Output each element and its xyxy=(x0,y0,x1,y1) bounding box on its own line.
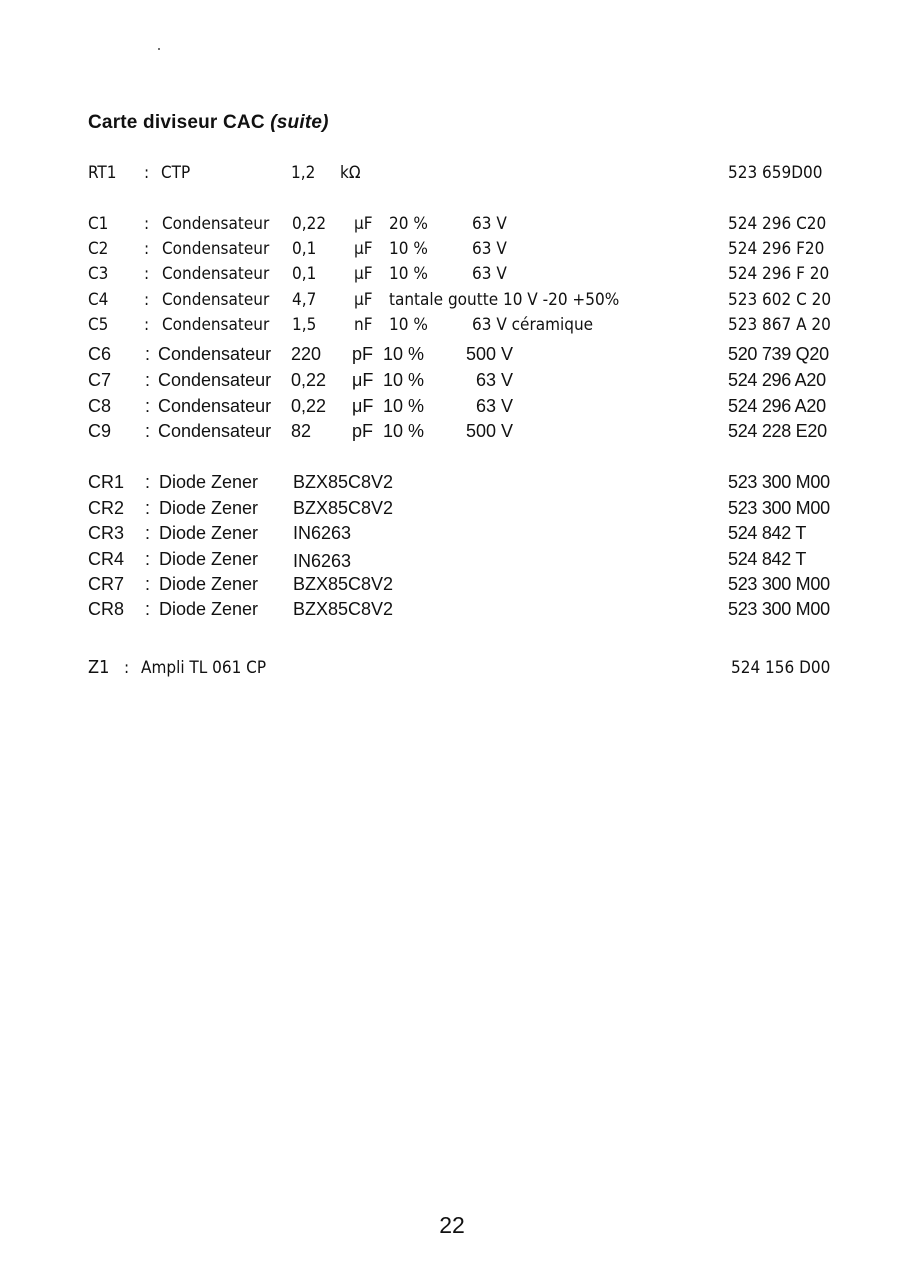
part-ref: C7 xyxy=(88,370,112,390)
part-value: 0,22 xyxy=(292,214,327,234)
part-value: 1,2 xyxy=(291,163,316,183)
part-tolerance: 10 % xyxy=(389,239,428,259)
part-type: Condensateur xyxy=(162,315,270,335)
part-type: Diode Zener xyxy=(159,523,259,543)
part-unit: nF xyxy=(354,315,373,335)
part-type: Diode Zener xyxy=(159,472,259,492)
part-ref: CR2 xyxy=(88,498,125,518)
part-ref: CR1 xyxy=(88,472,125,492)
part-rating: 63 V céramique xyxy=(472,315,594,335)
part-separator: : xyxy=(144,264,150,284)
part-ref: CR8 xyxy=(88,599,125,619)
part-separator: : xyxy=(145,396,151,416)
part-value: 82 xyxy=(291,421,312,441)
part-code: 524 296 A20 xyxy=(728,370,826,390)
part-type: Diode Zener xyxy=(159,574,259,594)
part-ref: C5 xyxy=(88,315,109,335)
part-separator: : xyxy=(144,214,150,234)
part-separator: : xyxy=(145,498,151,518)
part-ref: CR3 xyxy=(88,523,125,543)
scan-speck xyxy=(158,48,160,50)
page-title-main: Carte diviseur CAC xyxy=(88,112,271,133)
part-rating: 63 V xyxy=(476,370,514,390)
part-ref: C4 xyxy=(88,290,109,310)
parts-row xyxy=(0,212,904,236)
part-unit: pF xyxy=(352,344,374,364)
part-rating: 63 V xyxy=(472,214,507,234)
part-unit: μF xyxy=(354,239,373,259)
part-value: BZX85C8V2 xyxy=(293,498,394,518)
parts-row xyxy=(0,288,904,312)
parts-row xyxy=(0,547,904,571)
part-unit: kΩ xyxy=(340,163,361,183)
part-separator: : xyxy=(145,370,151,390)
part-ref: C2 xyxy=(88,239,109,259)
part-code: 524 296 A20 xyxy=(728,396,826,416)
part-value: IN6263 xyxy=(293,551,352,571)
parts-row xyxy=(0,597,904,621)
part-tolerance: 20 % xyxy=(389,214,428,234)
part-tolerance: tantale goutte 10 V -20 +50% xyxy=(389,290,620,310)
part-type: Condensateur xyxy=(158,396,272,416)
part-value: 0,22 xyxy=(291,396,327,416)
part-tolerance: 10 % xyxy=(383,344,425,364)
parts-row xyxy=(0,342,904,366)
part-value: BZX85C8V2 xyxy=(293,599,394,619)
part-value: 0,22 xyxy=(291,370,327,390)
part-type: Condensateur xyxy=(162,290,270,310)
parts-row xyxy=(0,496,904,520)
part-value: 0,1 xyxy=(292,239,317,259)
parts-row xyxy=(0,313,904,337)
part-separator: : xyxy=(124,658,130,678)
part-code: 524 296 C20 xyxy=(728,214,827,234)
part-code: 524 842 T xyxy=(728,549,807,569)
part-ref: C3 xyxy=(88,264,109,284)
part-unit: μF xyxy=(354,214,373,234)
part-value: IN6263 xyxy=(293,523,352,543)
part-tolerance: 10 % xyxy=(389,315,428,335)
part-separator: : xyxy=(144,315,150,335)
part-type: Diode Zener xyxy=(159,498,259,518)
part-separator: : xyxy=(145,549,151,569)
parts-row xyxy=(0,394,904,418)
part-rating: 500 V xyxy=(466,421,514,441)
part-ref: C1 xyxy=(88,214,109,234)
part-unit: pF xyxy=(352,421,374,441)
parts-row xyxy=(0,368,904,392)
part-unit: μF xyxy=(354,290,373,310)
part-type: Condensateur xyxy=(158,344,272,364)
part-rating: 63 V xyxy=(476,396,514,416)
parts-row xyxy=(0,521,904,545)
part-value: BZX85C8V2 xyxy=(293,472,394,492)
part-code: 523 300 M00 xyxy=(728,599,830,619)
part-ref: C8 xyxy=(88,396,112,416)
part-tolerance: 10 % xyxy=(383,421,425,441)
part-code: 524 156 D00 xyxy=(731,658,831,678)
part-code: 524 296 F 20 xyxy=(728,264,830,284)
part-separator: : xyxy=(145,523,151,543)
part-separator: : xyxy=(144,239,150,259)
part-type: Condensateur xyxy=(162,264,270,284)
part-type: CTP xyxy=(161,163,191,183)
part-separator: : xyxy=(145,344,151,364)
part-rating: 63 V xyxy=(472,239,507,259)
part-separator: : xyxy=(144,290,150,310)
part-value: BZX85C8V2 xyxy=(293,574,394,594)
page-title xyxy=(88,112,329,134)
part-value: 0,1 xyxy=(292,264,317,284)
part-type: Diode Zener xyxy=(159,549,259,569)
part-ref: CR4 xyxy=(88,549,125,569)
part-separator: : xyxy=(145,599,151,619)
part-type: Condensateur xyxy=(158,370,272,390)
part-code: 524 296 F20 xyxy=(728,239,825,259)
part-tolerance: 10 % xyxy=(389,264,428,284)
part-type: Condensateur xyxy=(162,214,270,234)
part-unit: μF xyxy=(354,264,373,284)
part-code: 523 867 A 20 xyxy=(728,315,831,335)
part-code: 523 300 M00 xyxy=(728,498,830,518)
part-ref: Z1 xyxy=(88,657,110,678)
part-rating: 500 V xyxy=(466,344,514,364)
part-type: Condensateur xyxy=(162,239,270,259)
part-code: 524 228 E20 xyxy=(728,421,827,441)
part-ref: C6 xyxy=(88,344,112,364)
parts-row xyxy=(0,572,904,596)
part-separator: : xyxy=(144,163,150,183)
parts-row xyxy=(0,237,904,261)
page-title-suffix: (suite) xyxy=(270,112,329,133)
part-unit: μF xyxy=(352,370,374,390)
parts-row xyxy=(0,656,904,680)
part-tolerance: 10 % xyxy=(383,370,425,390)
part-ref: RT1 xyxy=(88,163,117,183)
part-ref: C9 xyxy=(88,421,112,441)
part-code: 524 842 T xyxy=(728,523,807,543)
part-value: 1,5 xyxy=(292,315,317,335)
part-type: Diode Zener xyxy=(159,599,259,619)
part-ref: CR7 xyxy=(88,574,125,594)
parts-row xyxy=(0,419,904,443)
part-unit: μF xyxy=(352,396,374,416)
part-value: 220 xyxy=(291,344,322,364)
part-code: 523 300 M00 xyxy=(728,574,830,594)
page-number: 22 xyxy=(439,1212,465,1238)
part-code: 523 300 M00 xyxy=(728,472,830,492)
part-code: 523 659D00 xyxy=(728,163,823,183)
parts-row xyxy=(0,161,904,185)
part-separator: : xyxy=(145,574,151,594)
part-type: Condensateur xyxy=(158,421,272,441)
parts-row xyxy=(0,262,904,286)
part-code: 520 739 Q20 xyxy=(728,344,829,364)
parts-row xyxy=(0,470,904,494)
part-type: Ampli TL 061 CP xyxy=(141,658,267,678)
part-separator: : xyxy=(145,472,151,492)
part-value: 4,7 xyxy=(292,290,317,310)
part-tolerance: 10 % xyxy=(383,396,425,416)
part-code: 523 602 C 20 xyxy=(728,290,832,310)
part-separator: : xyxy=(145,421,151,441)
part-rating: 63 V xyxy=(472,264,507,284)
